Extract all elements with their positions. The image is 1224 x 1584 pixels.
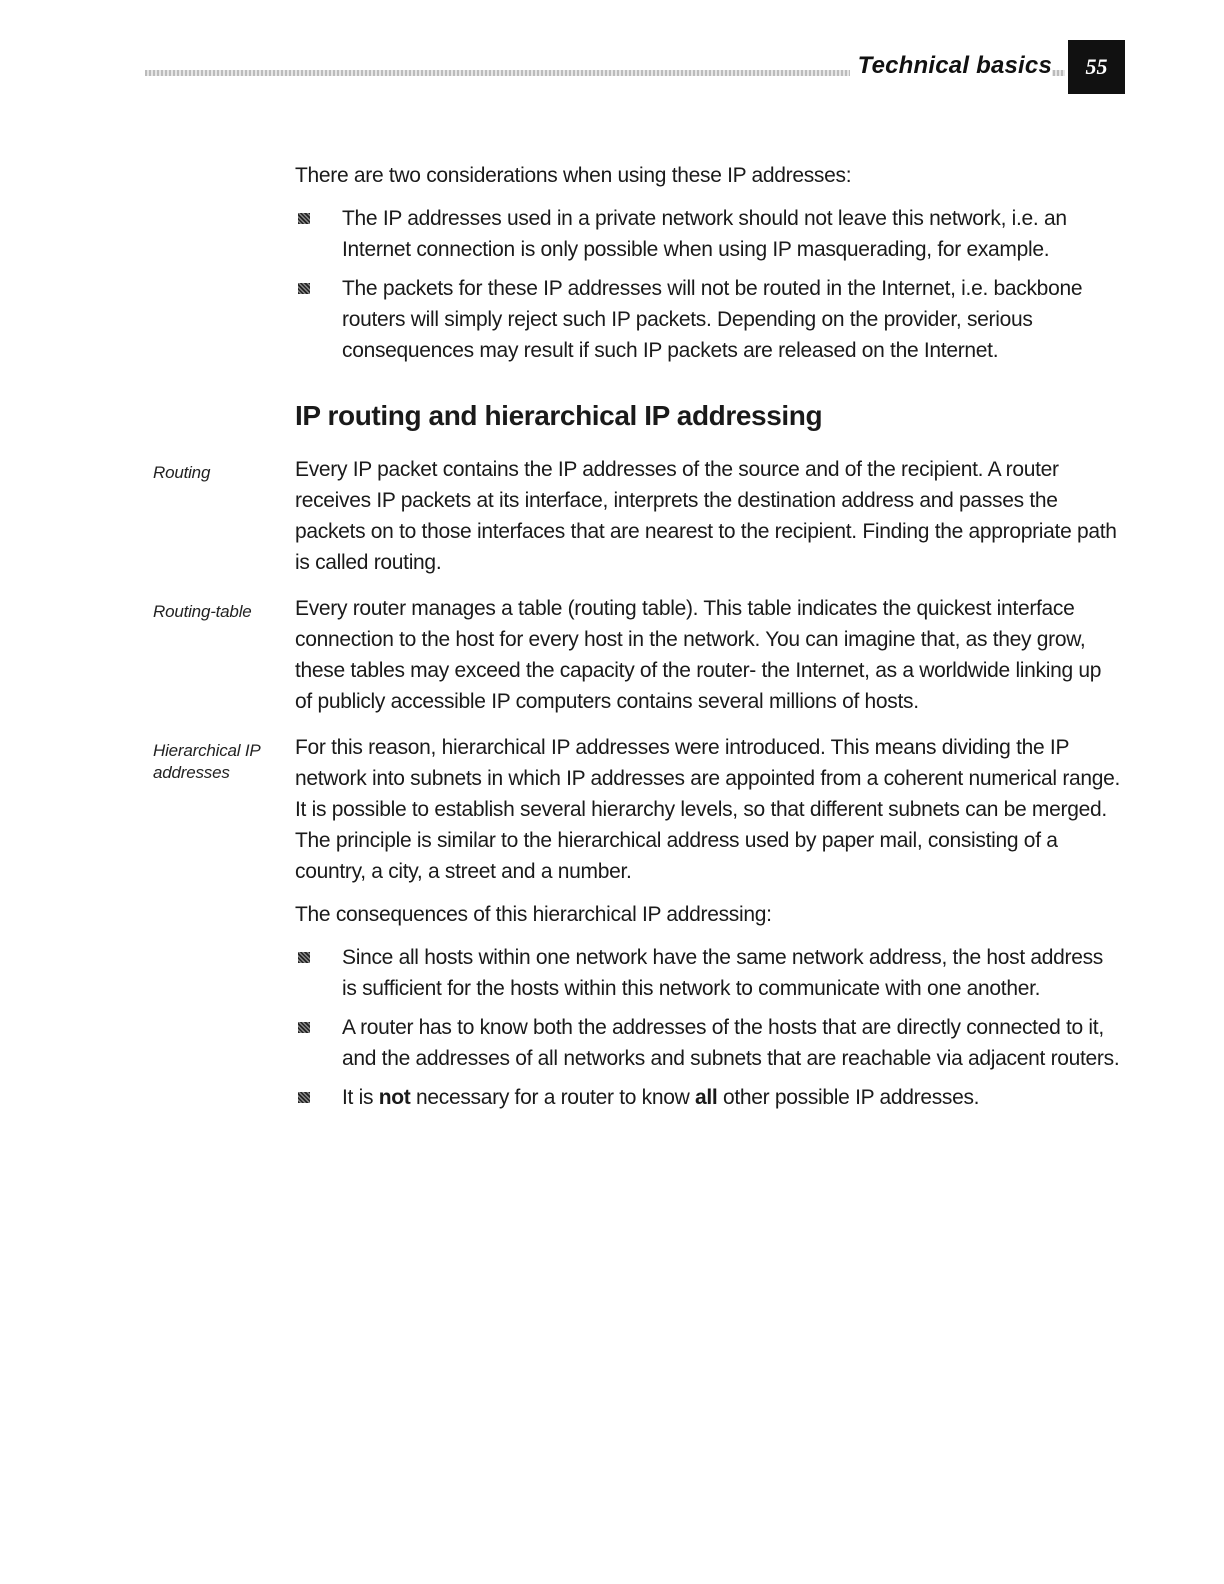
bullet-square-icon [298,1092,310,1103]
list-item-text: The packets for these IP addresses will not be routed in the Internet, i.e. backbone routers will simply reject such IP packets. Depending on the provider, serious consequences may result if such IP packets are released on the Internet. [342,277,1083,362]
running-header-title: Technical basics [850,52,1052,80]
list-item-text-part: other possible IP addresses. [717,1086,980,1109]
hierarchical-paragraph: For this reason, hierarchical IP addresses were introduced. This means dividing the IP network into subnets in which IP addresses are appointed from a coherent numerical range. It is possible to establish several hierarchy levels, so that different subnets can be merged. The principle is similar to the hierarchical address used by paper mail, consisting of a country, a city, a street and a number. [295,736,1121,883]
routing-paragraph-block [295,454,1123,578]
list-item-text-part: necessary for a router to know [410,1086,696,1109]
bullet-square-icon [298,1022,310,1033]
margin-note-routing-table: Routing-table [153,602,252,621]
consequences-intro: The consequences of this hierarchical IP addressing: [295,903,772,926]
list-item [295,1012,1123,1074]
list-item-text: A router has to know both the addresses of the hosts that are directly connected to it, and the addresses of all networks and subnets that are reachable via adjacent routers. [342,1016,1120,1070]
bullet-square-icon [298,283,310,294]
list-item-text-part: It is [342,1086,379,1109]
list-item [295,1082,1123,1113]
emphasis-all: all [695,1086,718,1109]
list-item [295,203,1123,265]
list-item-text: The IP addresses used in a private network should not leave this network, i.e. an Internet connection is only possible when using IP masquerading, for example. [342,207,1067,261]
routing-paragraph: Every IP packet contains the IP addresses of the source and of the recipient. A router receives IP packets at its interface, interprets the destination address and passes the packets on to those interfaces that are nearest to the recipient. Finding the appropriate path is called routing. [295,458,1117,574]
margin-note-hierarchical: Hierarchical IP addresses [153,741,260,782]
routing-table-paragraph-block [295,593,1123,717]
bullet-square-icon [298,952,310,963]
list-item-text: Since all hosts within one network have the same network address, the host address is sufficient for the hosts within this network to communicate with one another. [342,946,1103,1000]
hierarchical-block [295,732,1123,1113]
intro-bullet-list [295,203,1123,366]
page-number: 55 [1068,40,1125,94]
section-heading: IP routing and hierarchical IP addressing [295,400,823,431]
list-item [295,942,1123,1004]
consequences-bullet-list [295,942,1123,1113]
list-item [295,273,1123,366]
intro-paragraph: There are two considerations when using these IP addresses: [295,164,852,187]
bullet-square-icon [298,213,310,224]
routing-table-paragraph: Every router manages a table (routing table). This table indicates the quickest interface connection to the host for every host in the network. You can imagine that, as they grow, these tables may exceed the capacity of the router- the Internet, as a worldwide linking up of publicly accessible IP computers contains several millions of hosts. [295,597,1102,713]
margin-note-routing: Routing [153,463,211,482]
emphasis-not: not [378,1086,411,1109]
intro-block [295,160,1123,366]
